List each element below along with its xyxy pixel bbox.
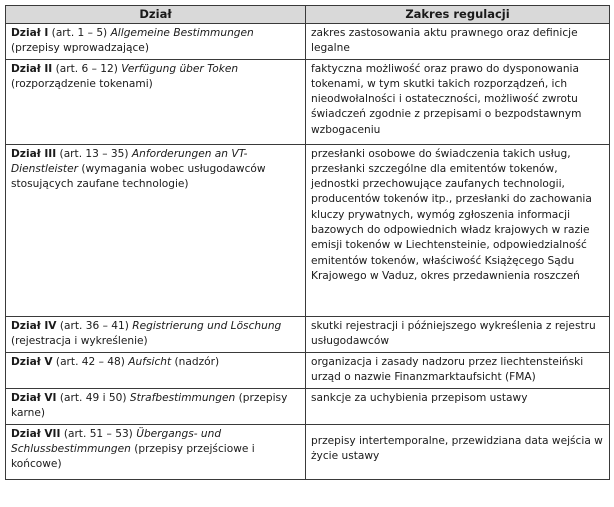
scope-cell: sankcje za uchybienia przepisom ustawy — [306, 388, 610, 424]
section-range: (art. 13 – 35) — [56, 147, 132, 160]
section-desc: (przepisy przejściowe i końcowe) — [11, 442, 255, 471]
table-row — [6, 424, 610, 479]
section-title-de: Allgemeine Bestimmungen — [110, 27, 254, 39]
table-header-row — [6, 6, 610, 24]
section-title-de: Aufsicht — [128, 355, 172, 368]
section-range: (art. 36 – 41) — [56, 319, 133, 332]
section-cell — [6, 316, 306, 352]
table-row — [6, 59, 610, 144]
scope-cell: przepisy intertemporalne, przewidziana data wejścia w życie ustawy — [306, 424, 610, 479]
section-desc: (nadzór) — [171, 355, 220, 368]
table-row — [6, 24, 610, 60]
table-row — [6, 352, 610, 388]
section-cell — [6, 352, 306, 388]
scope-cell: skutki rejestracji i późniejszego wykreślenia z rejestru usługodawców — [306, 316, 610, 352]
section-cell — [6, 24, 306, 60]
table-row — [6, 316, 610, 352]
section-range: (art. 51 – 53) — [60, 427, 137, 440]
section-name: Dział I — [11, 27, 49, 39]
section-name: Dział IV — [11, 319, 57, 332]
section-range: (art. 49 i 50) — [56, 391, 130, 404]
table-row — [6, 144, 610, 316]
header-scope: Zakres regulacji — [306, 6, 610, 24]
section-range: (art. 1 – 5) — [48, 27, 111, 39]
section-name: Dział V — [11, 355, 53, 368]
section-cell — [6, 424, 306, 479]
section-desc: (przepisy wprowadzające) — [11, 42, 149, 55]
section-name: Dział III — [11, 147, 57, 160]
section-range: (art. 42 – 48) — [52, 355, 129, 368]
section-title-de: Strafbestimmungen — [129, 391, 236, 404]
section-title-de: Registrierung und Löschung — [132, 319, 282, 332]
section-cell — [6, 144, 306, 316]
section-name: Dział II — [11, 62, 53, 75]
section-desc: (wymagania wobec usługodawców stosujących zaufane technologie) — [11, 162, 266, 191]
table-row — [6, 388, 610, 424]
section-title-de: Übergangs- und Schlussbestimmungen — [11, 427, 222, 455]
section-name: Dział VII — [11, 427, 61, 440]
section-range: (art. 6 – 12) — [52, 62, 122, 75]
scope-cell: zakres zastosowania aktu prawnego oraz definicje legalne — [306, 24, 610, 60]
section-name: Dział VI — [11, 391, 57, 404]
section-cell — [6, 388, 306, 424]
section-desc: (przepisy karne) — [11, 391, 288, 419]
scope-cell: faktyczna możliwość oraz prawo do dysponowania tokenami, w tym skutki takich rozporządzeń, ich nieodwołalności i ostateczności, możliwość zwrotu świadczeń zgodnie z przepisami o bezpodstawnym wzbogaceniu — [306, 59, 610, 144]
scope-cell: organizacja i zasady nadzoru przez liechtensteiński urząd o nazwie Finanzmarktaufsicht (FMA) — [306, 352, 610, 388]
section-desc: (rozporządzenie tokenami) — [11, 77, 153, 90]
section-desc: (rejestracja i wykreślenie) — [11, 334, 148, 347]
scope-cell: przesłanki osobowe do świadczenia takich usług, przesłanki szczególne dla emitentów tokenów, jednostki przechowujące zaufanych technologii, producentów tokenów itp., przesłanki do zachowania kluczy prywatnych, wymóg zgłoszenia informacji bazowych do odpowiednich władz krajowych w razie emisji tokenów w Liechtensteinie, odpowiedzialność emitentów tokenów, właściwość Książęcego Sądu Krajowego w Vaduz, okres przedawnienia roszczeń — [306, 144, 610, 316]
section-title-de: Anforderungen an VT-Dienstleister — [11, 147, 248, 175]
section-cell — [6, 59, 306, 144]
regulation-table — [5, 5, 610, 480]
header-section: Dział — [6, 6, 306, 24]
section-title-de: Verfügung über Token — [121, 62, 239, 75]
